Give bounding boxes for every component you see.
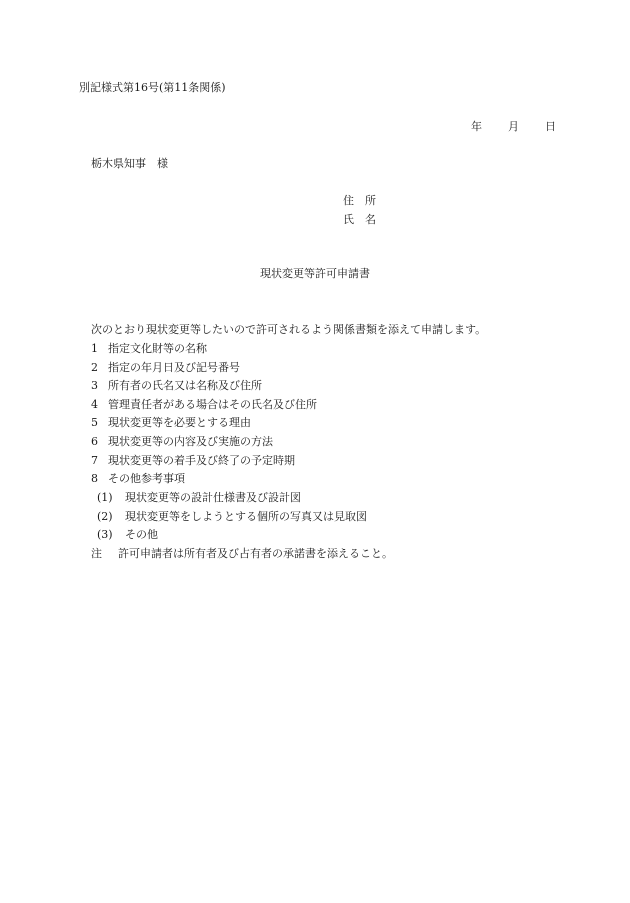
sub-item-text: その他 [125,528,158,541]
addressee-name: 栃木県知事 [91,157,146,170]
item-text: その他参考事項 [108,472,185,485]
list-item [91,417,251,428]
sub-item-number: (2) [97,510,113,523]
list-item [91,436,273,447]
sub-item-text: 現状変更等をしようとする個所の写真又は見取図 [125,510,367,523]
item-number: 1 [91,342,98,355]
applicant-address-label [343,195,376,206]
applicant-name-label [343,214,376,225]
item-text: 指定の年月日及び記号番号 [108,361,240,374]
note-label: 注 [91,547,102,560]
item-number: 2 [91,361,98,374]
sub-item-number: (3) [97,528,113,541]
item-number: 4 [91,398,98,411]
list-item [91,455,295,466]
item-number: 5 [91,416,98,429]
list-item [91,473,185,484]
item-number: 3 [91,379,98,392]
addressee-honorific: 様 [157,157,168,170]
item-number: 6 [91,435,98,448]
item-text: 現状変更等の内容及び実施の方法 [108,435,273,448]
document-title: 現状変更等許可申請書 [260,267,370,280]
address-label-char-1: 住 [343,194,354,207]
sub-item-text: 現状変更等の設計仕様書及び設計図 [125,491,301,504]
address-label-char-2: 所 [365,194,376,207]
item-text: 管理責任者がある場合はその氏名及び住所 [108,398,317,411]
item-text: 指定文化財等の名称 [108,342,207,355]
item-text: 現状変更等の着手及び終了の予定時期 [108,454,295,467]
name-label-char-2: 名 [365,213,376,226]
date-day-label: 日 [545,120,556,133]
sub-list-item [97,529,158,540]
addressee [91,158,168,169]
name-label-char-1: 氏 [343,213,354,226]
form-reference: 別記様式第16号(第11条関係) [79,81,226,94]
note-text: 許可申請者は所有者及び占有者の承諾書を添えること。 [118,547,393,560]
sub-item-number: (1) [97,491,113,504]
intro-paragraph: 次のとおり現状変更等したいので許可されるよう関係書類を添えて申請します。 [91,323,487,336]
item-text: 所有者の氏名又は名称及び住所 [108,379,262,392]
list-item [91,343,207,354]
note [91,548,393,559]
date-month-label: 月 [508,120,519,133]
sub-list-item [97,492,301,503]
list-item [91,399,317,410]
item-number: 7 [91,454,98,467]
sub-list-item [97,511,367,522]
list-item [91,362,240,373]
date-line [471,121,556,132]
item-text: 現状変更等を必要とする理由 [108,416,251,429]
date-year-label: 年 [471,120,482,133]
item-number: 8 [91,472,98,485]
list-item [91,380,262,391]
